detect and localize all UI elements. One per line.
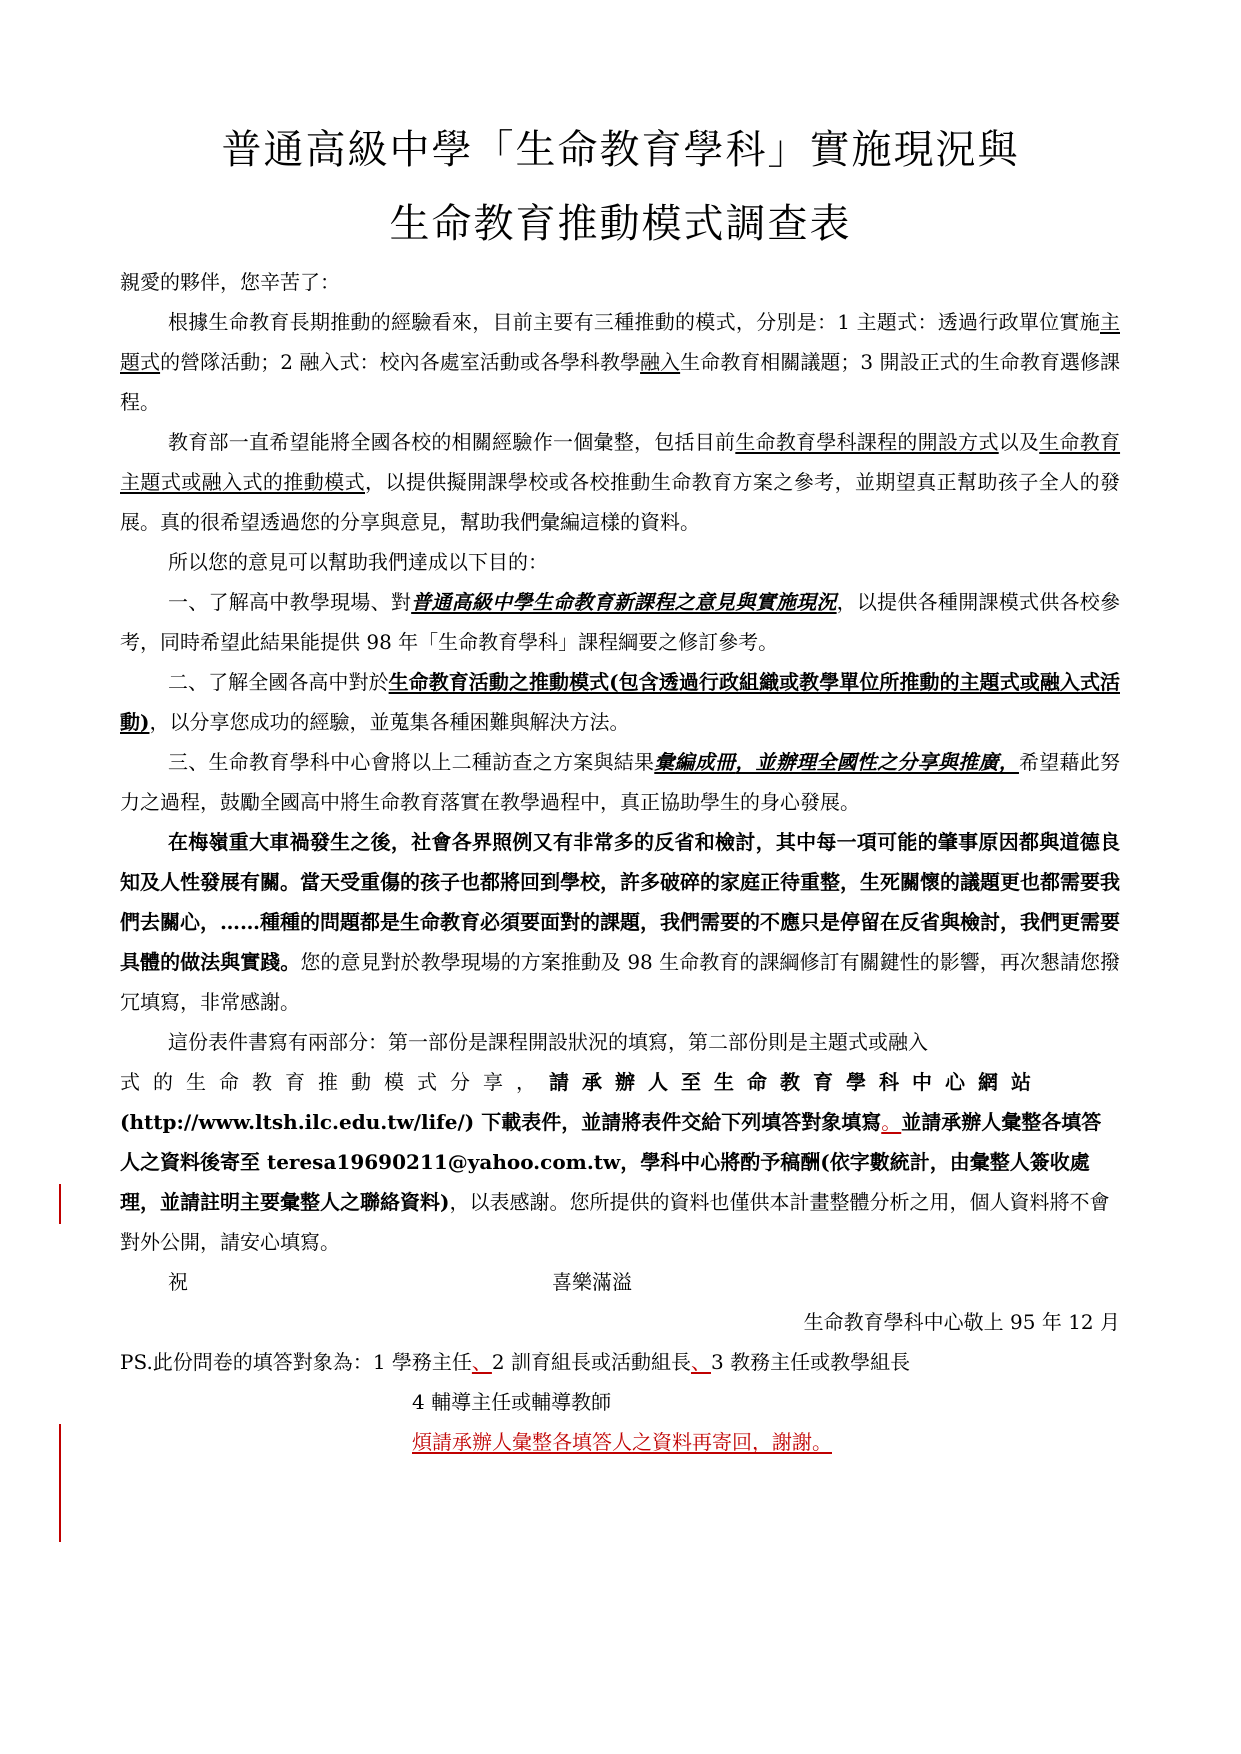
- paragraph-purposes-intro: 所以您的意見可以幫助我們達成以下目的：: [168, 550, 548, 574]
- ps-respondent-4: 4 輔導主任或輔導教師: [412, 1390, 612, 1414]
- purpose-item-2: 二、了解全國各高中對於生命教育活動之推動模式(包含透過行政組織或教學單位所推動的主題式或融入式活動)，以分享您成功的經驗，並蒐集各種困難與解決方法。: [120, 670, 1120, 734]
- paragraph-promotion-modes: 根據生命教育長期推動的經驗看來，目前主要有三種推動的模式，分別是：1 主題式：透過行政單位實施主題式的營隊活動；2 融入式：校內各處室活動或各學科教學融入生命教育相關議題；3 開設正式的生命教育選修課程。: [120, 310, 1120, 414]
- signature: 生命教育學科中心敬上 95 年 12 月: [803, 1310, 1120, 1334]
- letter-body: [120, 262, 1120, 1462]
- paragraph-accident-reflection: 在梅嶺重大車禍發生之後，社會各界照例又有非常多的反省和檢討，其中每一項可能的肇事原因都與道德良知及人性發展有關。當天受重傷的孩子也都將回到學校，許多破碎的家庭正待重整，生死關懷的議題更也都需要我們去關心，……種種的問題都是生命教育必須要面對的課題，我們需要的不應只是停留在反省與檢討，我們更需要具體的做法與實踐。您的意見對於教學現場的方案推動及 98 生命教育的課綱修訂有關鍵性的影響，再次懇請您撥冗填寫，非常感謝。: [120, 830, 1120, 1014]
- paragraph-form-instructions: 這份表件書寫有兩部分：第一部份是課程開設狀況的填寫，第二部份則是主題式或融入 式的生命教育推動模式分享，請承辦人至生命教育學科中心網站 (http://www.ltsh.ilc.edu.tw/life/) 下載表件，並請將表件交給下列填答對象填寫。並請承辦人彙整各填答人之資料後寄至 teresa19690211@yahoo.com.tw，學科中心將酌予稿酬(依字數統計，由彙整人簽收處理，並請註明主要彙整人之聯絡資料)，以表感謝。您所提供的資料也僅供本計畫整體分析之用，個人資料將不會對外公開，請安心填寫。: [120, 1030, 1110, 1254]
- revision-bar: [59, 1184, 61, 1224]
- ps-respondents: PS.此份問卷的填答對象為：1 學務主任、2 訓育組長或活動組長、3 教務主任或教學組長: [120, 1350, 911, 1374]
- closing-blessing: [120, 1262, 1120, 1302]
- blessing-right: 喜樂滿溢: [552, 1270, 632, 1294]
- revision-bar: [59, 1424, 61, 1542]
- document-title-line2: 生命教育推動模式調查表: [389, 201, 852, 247]
- paragraph-ministry-goal: 教育部一直希望能將全國各校的相關經驗作一個彙整，包括目前生命教育學科課程的開設方式以及生命教育主題式或融入式的推動模式，以提供擬開課學校或各校推動生命教育方案之參考，並期望真正幫助孩子全人的發展。真的很希望透過您的分享與意見，幫助我們彙編這樣的資料。: [120, 430, 1121, 534]
- purpose-item-3: 三、生命教育學科中心會將以上二種訪查之方案與結果彙編成冊，並辦理全國性之分享與推廣，希望藉此努力之過程，鼓勵全國高中將生命教育落實在教學過程中，真正協助學生的身心發展。: [120, 750, 1121, 814]
- purpose-item-1: 一、了解高中教學現場、對普通高級中學生命教育新課程之意見與實施現況，以提供各種開課模式供各校參考，同時希望此結果能提供 98 年「生命教育學科」課程綱要之修訂參考。: [120, 590, 1121, 654]
- ps-return-note: 煩請承辦人彙整各填答人之資料再寄回，謝謝。: [412, 1430, 832, 1454]
- greeting: 親愛的夥伴，您辛苦了：: [120, 270, 340, 294]
- blessing-left: 祝: [168, 1270, 188, 1294]
- document-title-line1: 普通高級中學「生命教育學科」實施現況與: [221, 127, 1020, 173]
